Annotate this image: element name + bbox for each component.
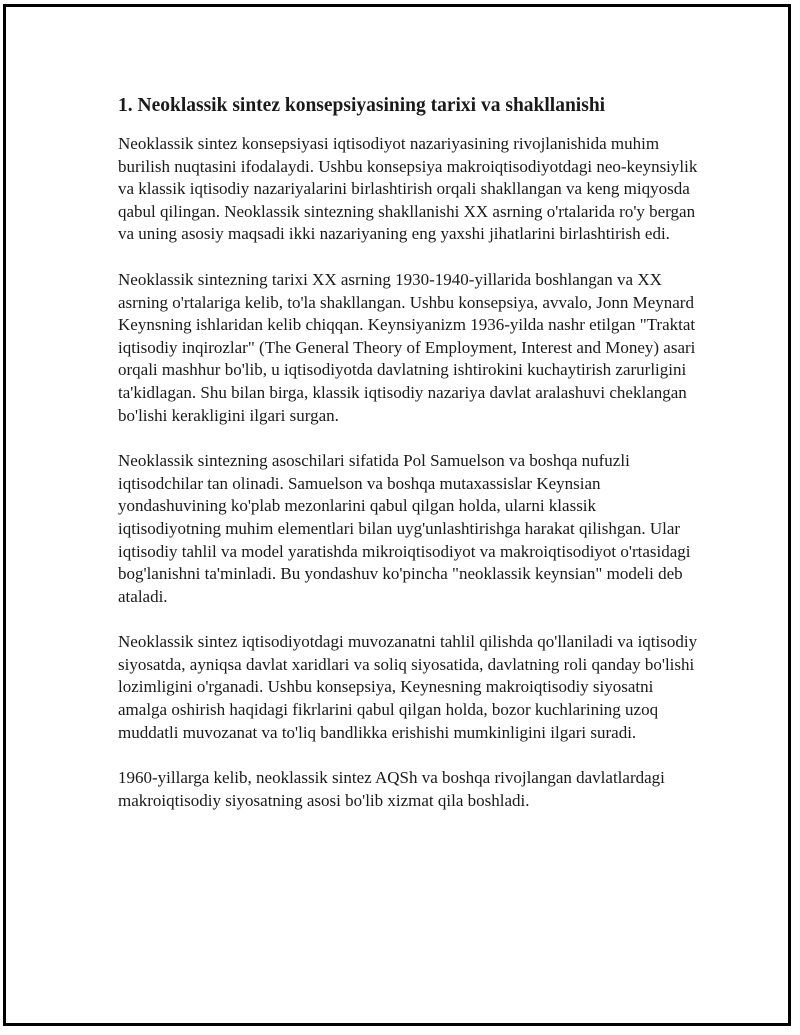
paragraph-2: Neoklassik sintezning tarixi XX asrning 1930-1940-yillarida boshlangan va XX asrning o'rtalariga kelib, to'la shakllangan. Ushbu konsepsiya, avvalo, Jonn Meynard Keynsning ishlaridan kelib chiqqan. Keynsiyanizm 1936-yilda nashr etilgan "Traktat iqtisodiy inqirozlar" (The General Theory of Employment, Interest and Money) asari orqali mashhur bo'lib, u iqtisodiyotda davlatning ishtirokini kuchaytirish zarurligini ta'kidlagan. Shu bilan birga, klassik iqtisodiy nazariya davlat aralashuvi cheklangan bo'lishi kerakligini ilgari surgan. bbox=[118, 269, 696, 425]
paragraph-5: 1960-yillarga kelib, neoklassik sintez AQSh va boshqa rivojlangan davlatlardagi makroiqtisodiy siyosatning asosi bo'lib xizmat qila boshladi. bbox=[118, 768, 665, 810]
paragraph-4: Neoklassik sintez iqtisodiyotdagi muvozanatni tahlil qilishda qo'llaniladi va iqtisodiy siyosatda, ayniqsa davlat xaridlari va soliq siyosatida, davlatning roli qanday bo'lishi lozimligini o'rganadi. Ushbu konsepsiya, Keynesning makroiqtisodiy siyosatni amalga oshirish haqidagi fikrlarini qabul qilgan holda, bozor kuchlarining uzoq muddatli muvozanat va to'liq bandlikka erishishi mumkinligini ilgari suradi. bbox=[118, 632, 698, 742]
document-body bbox=[118, 93, 698, 835]
paragraph-1: Neoklassik sintez konsepsiyasi iqtisodiyot nazariyasining rivojlanishida muhim burilish nuqtasini ifodalaydi. Ushbu konsepsiya makroiqtisodiyotdagi neo-keynsiylik va klassik iqtisodiy nazariyalarini birlashtirish orqali shakllangan va keng miqyosda qabul qilingan. Neoklassik sintezning shakllanishi XX asrning o'rtalarida ro'y bergan va uning asosiy maqsadi ikki nazariyaning eng yaxshi jihatlarini birlashtirish edi. bbox=[118, 134, 698, 244]
section-heading: 1. Neoklassik sintez konsepsiyasining tarixi va shakllanishi bbox=[118, 95, 606, 116]
paragraph-3: Neoklassik sintezning asoschilari sifatida Pol Samuelson va boshqa nufuzli iqtisodchilar tan olinadi. Samuelson va boshqa mutaxassislar Keynsian yondashuvining ko'plab mezonlarini qabul qilgan holda, ularni klassik iqtisodiyotning muhim elementlari bilan uyg'unlashtirishga harakat qilishgan. Ular iqtisodiy tahlil va model yaratishda mikroiqtisodiyot va makroiqtisodiyot o'rtasidagi bog'lanishni ta'minladi. Bu yondashuv ko'pincha "neoklassik keynsian" modeli deb ataladi. bbox=[118, 451, 691, 606]
